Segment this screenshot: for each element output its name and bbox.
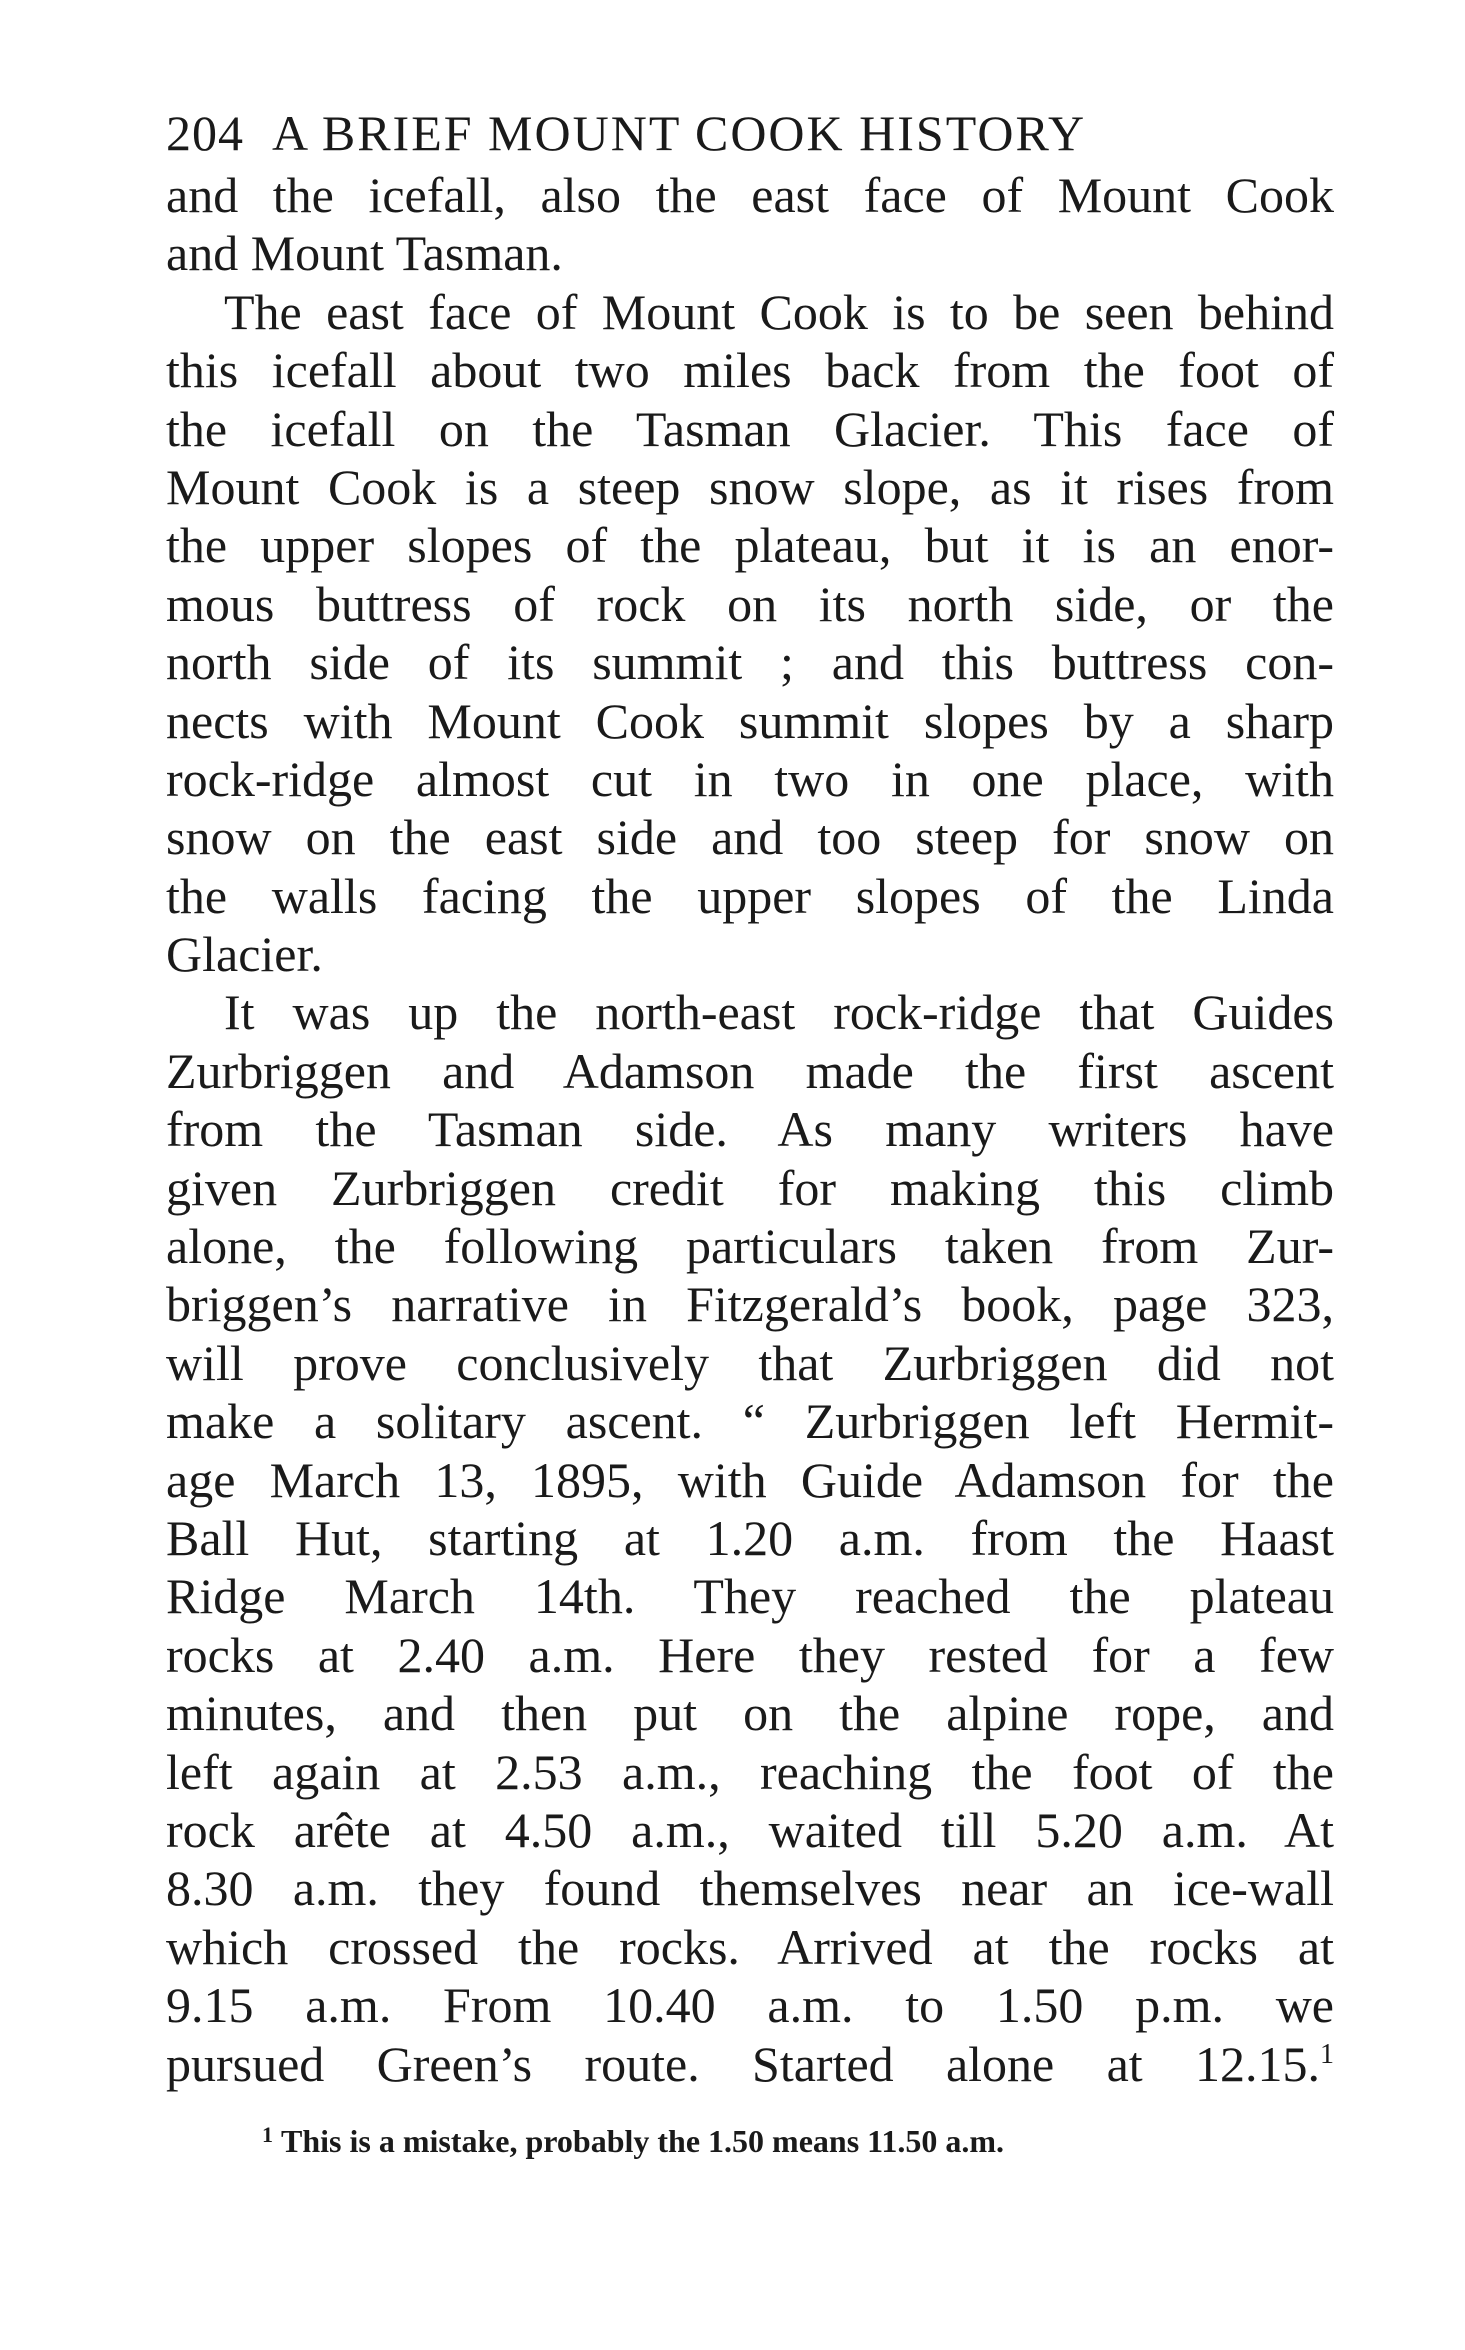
text-line: It was up the north-east rock-ridge that Guides <box>224 984 1334 1041</box>
text-line: Zurbriggen and Adamson made the first ascent <box>166 1042 1334 1099</box>
text-line: this icefall about two miles back from the foot of <box>166 342 1334 399</box>
text-line: minutes, and then put on the alpine rope, and <box>166 1685 1334 1742</box>
text-line: left again at 2.53 a.m., reaching the foot of the <box>166 1743 1334 1800</box>
text-line: Mount Cook is a steep snow slope, as it rises from <box>166 458 1334 515</box>
text-line: and the icefall, also the east face of Mount Cook <box>166 167 1334 223</box>
text-line: given Zurbriggen credit for making this climb <box>166 1159 1334 1216</box>
running-title: A BRIEF MOUNT COOK HISTORY <box>272 105 1087 161</box>
text-line: briggen’s narrative in Fitzgerald’s book, page 323, <box>166 1276 1334 1333</box>
page-number: 204 <box>166 105 244 161</box>
text-line: The east face of Mount Cook is to be seen behind <box>224 283 1334 340</box>
text-line: rocks at 2.40 a.m. Here they rested for a few <box>166 1626 1334 1683</box>
text-line: mous buttress of rock on its north side, or the <box>166 575 1334 632</box>
text-line: the walls facing the upper slopes of the Linda <box>166 867 1334 924</box>
text-line: rock arête at 4.50 a.m., waited till 5.20 a.m. At <box>166 1801 1334 1858</box>
text-line-with-footnote-ref <box>166 2035 1334 2093</box>
text-line: Glacier. <box>166 926 323 983</box>
text-line: alone, the following particulars taken from Zur- <box>166 1218 1334 1275</box>
text-line: Ball Hut, starting at 1.20 a.m. from the Haast <box>166 1509 1334 1566</box>
footnote-text: This is a mistake, probably the 1.50 means 11.50 a.m. <box>281 2122 1005 2159</box>
text-line: and Mount Tasman. <box>166 225 563 282</box>
running-head <box>166 100 1334 166</box>
text-line: the icefall on the Tasman Glacier. This face of <box>166 400 1334 457</box>
footnote-mark: 1 <box>262 2121 273 2147</box>
text-line: rock-ridge almost cut in two in one place, with <box>166 750 1334 807</box>
footnote-reference: 1 <box>1320 2038 1334 2070</box>
footnote <box>166 2115 1334 2161</box>
text-line: 9.15 a.m. From 10.40 a.m. to 1.50 p.m. we <box>166 1977 1334 2034</box>
text-line: 8.30 a.m. they found themselves near an ice-wall <box>166 1860 1334 1917</box>
text-line: make a solitary ascent. “ Zurbriggen left Hermit- <box>166 1393 1334 1450</box>
text-line: which crossed the rocks. Arrived at the rocks at <box>166 1918 1334 1975</box>
text-line: age March 13, 1895, with Guide Adamson for the <box>166 1451 1334 1508</box>
text-line-content: pursued Green’s route. Started alone at 12.15. <box>166 2035 1320 2092</box>
text-line: the upper slopes of the plateau, but it is an enor- <box>166 517 1334 574</box>
text-line: will prove conclusively that Zurbriggen did not <box>166 1334 1334 1391</box>
text-line: snow on the east side and too steep for snow on <box>166 809 1334 866</box>
book-page <box>166 100 1334 2161</box>
text-line: nects with Mount Cook summit slopes by a sharp <box>166 692 1334 749</box>
text-line: from the Tasman side. As many writers have <box>166 1101 1334 1158</box>
text-line: north side of its summit ; and this buttress con- <box>166 634 1334 691</box>
body-text <box>166 166 1334 2093</box>
text-line: Ridge March 14th. They reached the plateau <box>166 1568 1334 1625</box>
